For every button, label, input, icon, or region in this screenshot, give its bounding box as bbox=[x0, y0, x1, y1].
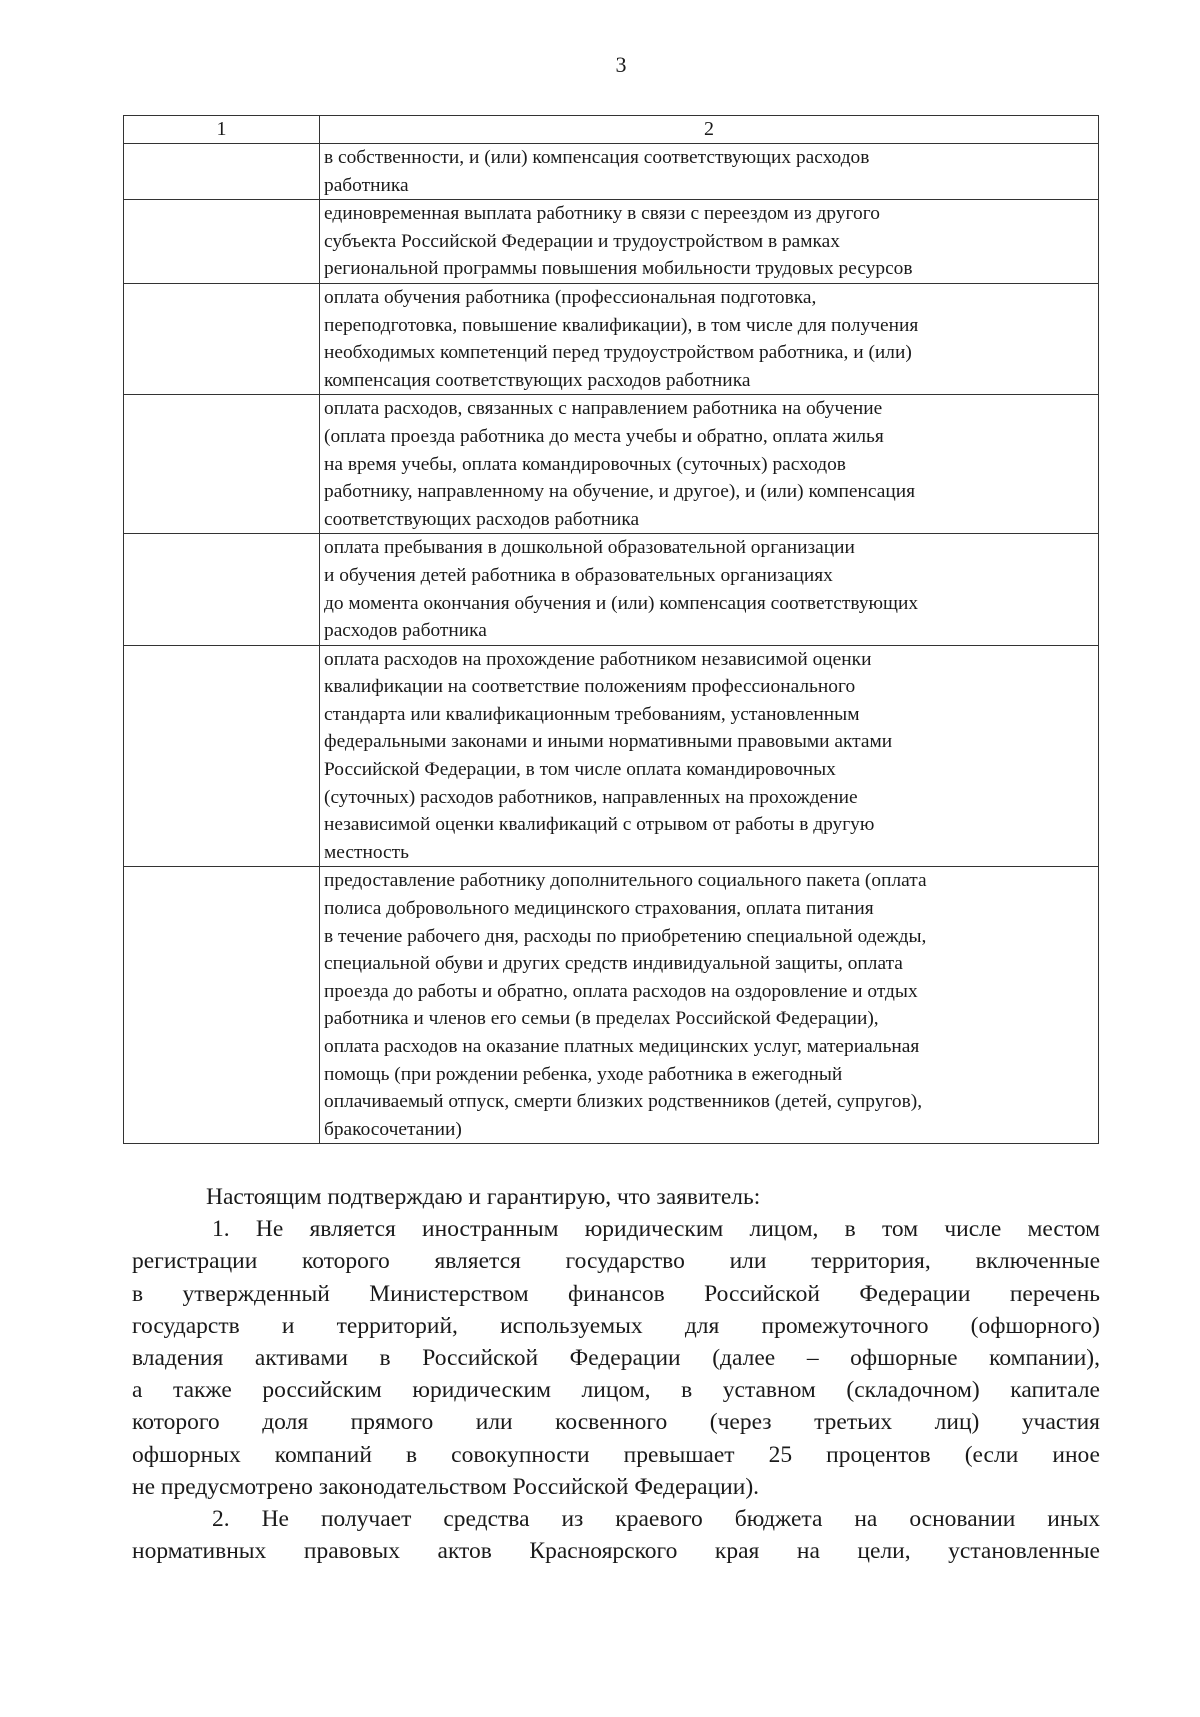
table-cell-line: оплата расходов на прохождение работником независимой оценки bbox=[324, 648, 872, 670]
table-cell-col-1 bbox=[124, 144, 320, 200]
table-cell-col-1 bbox=[124, 395, 320, 534]
table-cell-line: до момента окончания обучения и (или) компенсация соответствующих bbox=[324, 592, 919, 614]
guarantee-item-1-line: а также российским юридическим лицом, в уставном (складочном) капитале bbox=[132, 1377, 1100, 1404]
table-cell-line: бракосочетании) bbox=[324, 1118, 462, 1140]
table-row bbox=[124, 200, 1099, 284]
guarantee-intro: Настоящим подтверждаю и гарантирую, что заявитель: bbox=[206, 1184, 761, 1210]
table-cell-col-2 bbox=[320, 144, 1099, 200]
guarantee-section bbox=[132, 1181, 1100, 1567]
table-cell-line: работника и членов его семьи (в пределах Российской Федерации), bbox=[324, 1008, 879, 1030]
table-row bbox=[124, 867, 1099, 1144]
table-cell-line: федеральными законами и иными нормативными правовыми актами bbox=[324, 731, 893, 753]
guarantee-item-1-line: которого доля прямого или косвенного (через третьих лиц) участия bbox=[132, 1409, 1100, 1436]
table-cell-line: независимой оценки квалификаций с отрывом от работы в другую bbox=[324, 814, 875, 836]
guarantee-item-2-line: 2. Не получает средства из краевого бюджета на основании иных bbox=[212, 1506, 1100, 1533]
table-cell-line: местность bbox=[324, 841, 409, 863]
table-cell-line: работнику, направленному на обучение, и другое), и (или) компенсация bbox=[324, 481, 915, 503]
guarantee-item-1-line: 1. Не является иностранным юридическим лицом, в том числе местом bbox=[212, 1216, 1100, 1243]
table-cell-line: единовременная выплата работнику в связи с переездом из другого bbox=[324, 203, 880, 225]
table-header-col-1: 1 bbox=[124, 116, 320, 144]
table-cell-line: предоставление работнику дополнительного социального пакета (оплата bbox=[324, 870, 927, 892]
table-cell-line: (оплата проезда работника до места учебы и обратно, оплата жилья bbox=[324, 425, 884, 447]
table-cell-col-2 bbox=[320, 645, 1099, 867]
table-cell-col-1 bbox=[124, 534, 320, 645]
table-cell-line: переподготовка, повышение квалификации), в том числе для получения bbox=[324, 314, 919, 336]
table-cell-col-2 bbox=[320, 867, 1099, 1144]
table-row bbox=[124, 534, 1099, 645]
table-cell-col-1 bbox=[124, 645, 320, 867]
guarantee-item-1 bbox=[132, 1213, 1100, 1503]
guarantee-item-1-line: офшорных компаний в совокупности превышает 25 процентов (если иное bbox=[132, 1441, 1100, 1468]
table-cell-line: оплата обучения работника (профессиональная подготовка, bbox=[324, 286, 817, 308]
table-cell-line: работника bbox=[324, 174, 409, 196]
guarantee-item-1-line: государств и территорий, используемых для промежуточного (офшорного) bbox=[132, 1312, 1100, 1339]
guarantee-item-1-line: в утвержденный Министерством финансов Российской Федерации перечень bbox=[132, 1280, 1100, 1307]
table-cell-col-2 bbox=[320, 283, 1099, 394]
table-header-col-2: 2 bbox=[320, 116, 1099, 144]
table-cell-line: оплачиваемый отпуск, смерти близких родственников (детей, супругов), bbox=[324, 1091, 923, 1113]
guarantee-item-1-line: владения активами в Российской Федерации (далее – офшорные компании), bbox=[132, 1345, 1100, 1372]
table-cell-line: стандарта или квалификационным требованиям, установленным bbox=[324, 703, 860, 725]
table-cell-line: региональной программы повышения мобильности трудовых ресурсов bbox=[324, 258, 913, 280]
table-cell-line: на время учебы, оплата командировочных (суточных) расходов bbox=[324, 453, 846, 475]
table-cell-line: проезда до работы и обратно, оплата расходов на оздоровление и отдых bbox=[324, 980, 918, 1002]
guarantee-item-1-line: не предусмотрено законодательством Российской Федерации). bbox=[132, 1473, 760, 1500]
table-cell-line: полиса добровольного медицинского страхования, оплата питания bbox=[324, 898, 874, 920]
guarantee-item-2 bbox=[132, 1503, 1100, 1567]
table-cell-col-2 bbox=[320, 200, 1099, 284]
table-cell-line: соответствующих расходов работника bbox=[324, 508, 640, 530]
table-cell-line: оплата расходов, связанных с направлением работника на обучение bbox=[324, 398, 883, 420]
guarantee-item-2-line: нормативных правовых актов Красноярского края на цели, установленные bbox=[132, 1538, 1100, 1565]
table-cell-col-2 bbox=[320, 534, 1099, 645]
table-cell-line: в течение рабочего дня, расходы по приобретению специальной одежды, bbox=[324, 925, 927, 947]
table-row bbox=[124, 283, 1099, 394]
table-cell-line: оплата пребывания в дошкольной образовательной организации bbox=[324, 537, 855, 559]
table-cell-line: необходимых компетенций перед трудоустройством работника, и (или) bbox=[324, 342, 912, 364]
table-header-row bbox=[124, 116, 1099, 144]
expenses-table bbox=[123, 115, 1099, 1144]
table-cell-col-1 bbox=[124, 867, 320, 1144]
page-number: 3 bbox=[615, 52, 627, 77]
table-cell-line: помощь (при рождении ребенка, уходе работника в ежегодный bbox=[324, 1063, 843, 1085]
table-row bbox=[124, 144, 1099, 200]
table-cell-line: расходов работника bbox=[324, 620, 487, 642]
table-cell-line: Российской Федерации, в том числе оплата командировочных bbox=[324, 759, 836, 781]
table-cell-line: специальной обуви и других средств индивидуальной защиты, оплата bbox=[324, 953, 903, 975]
table-cell-line: субъекта Российской Федерации и трудоустройством в рамках bbox=[324, 230, 840, 252]
table-cell-col-2 bbox=[320, 395, 1099, 534]
table-cell-line: и обучения детей работника в образовательных организациях bbox=[324, 564, 833, 586]
table-cell-line: квалификации на соответствие положениям профессионального bbox=[324, 676, 856, 698]
guarantee-item-1-line: регистрации которого является государство или территория, включенные bbox=[132, 1248, 1100, 1275]
table-row bbox=[124, 645, 1099, 867]
table-cell-col-1 bbox=[124, 283, 320, 394]
table-cell-col-1 bbox=[124, 200, 320, 284]
table-cell-line: (суточных) расходов работников, направленных на прохождение bbox=[324, 786, 858, 808]
table-row bbox=[124, 395, 1099, 534]
table-cell-line: компенсация соответствующих расходов работника bbox=[324, 369, 751, 391]
table-cell-line: оплата расходов на оказание платных медицинских услуг, материальная bbox=[324, 1036, 920, 1057]
table-cell-line: в собственности, и (или) компенсация соответствующих расходов bbox=[324, 147, 870, 168]
